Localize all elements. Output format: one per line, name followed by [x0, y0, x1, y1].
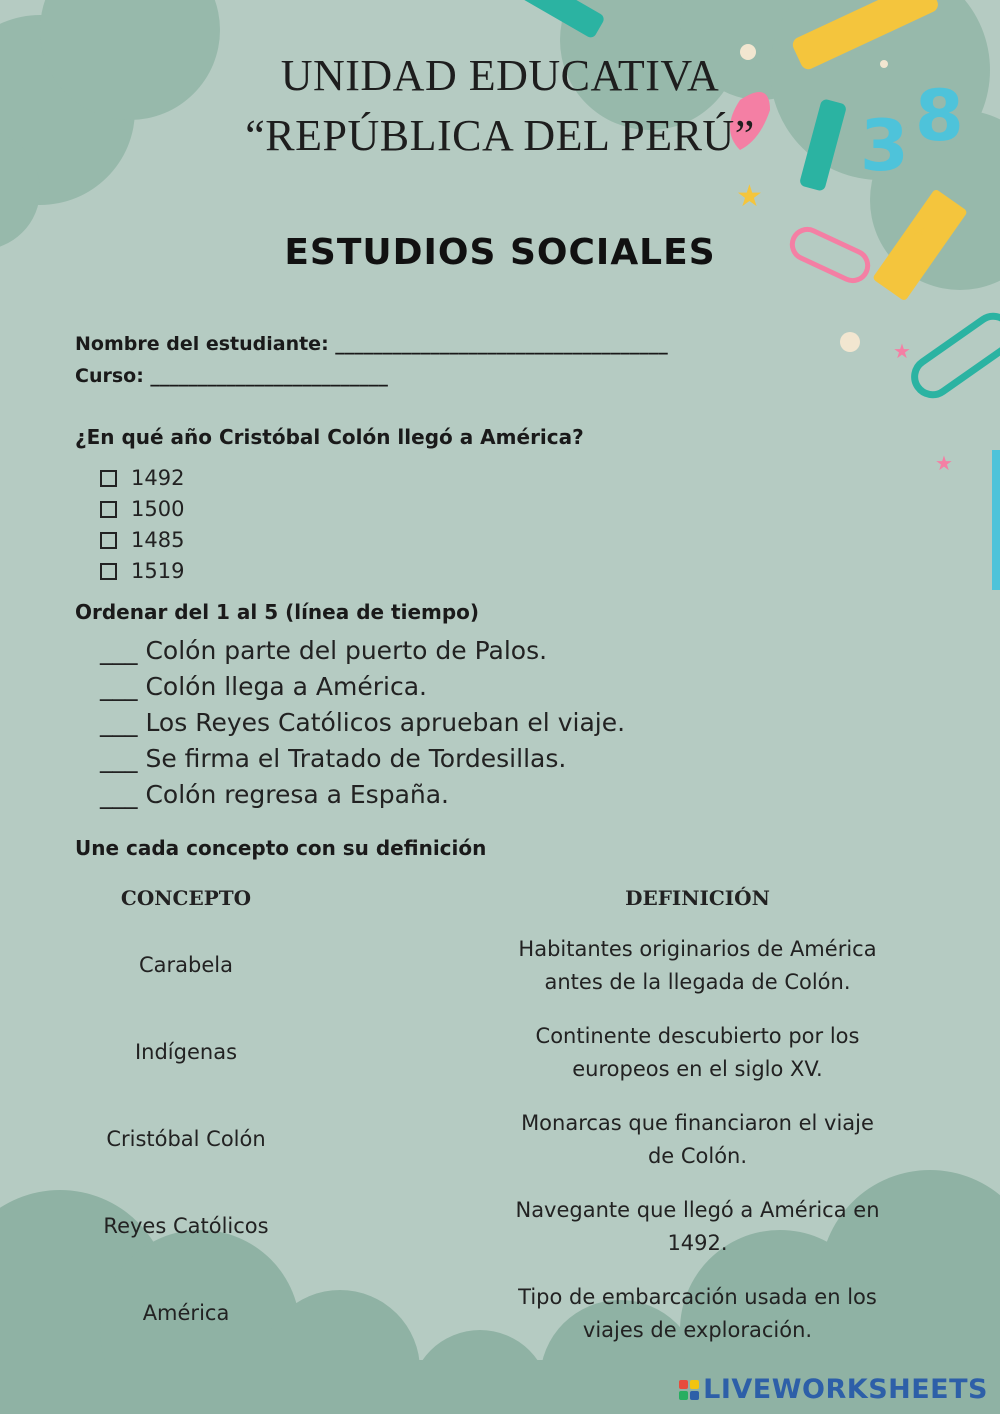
checkbox[interactable] [100, 501, 117, 518]
definition-line: europeos en el siglo XV. [572, 1057, 823, 1081]
checkbox[interactable] [100, 470, 117, 487]
option-label: 1500 [131, 497, 185, 521]
question1-option[interactable] [100, 558, 184, 584]
liveworksheets-logo[interactable] [679, 1374, 988, 1405]
checkbox[interactable] [100, 532, 117, 549]
liveworksheets-logo-icon [679, 1380, 699, 1400]
concept-item[interactable]: Indígenas [134, 1040, 238, 1064]
school-name-line1: UNIDAD EDUCATIVA [280, 51, 720, 100]
question1-option[interactable] [100, 465, 184, 491]
option-label: 1492 [131, 466, 185, 490]
definition-column-header: DEFINICIÓN [625, 886, 770, 910]
timeline-item[interactable]: ___ Colón regresa a España. [100, 780, 449, 809]
svg-text:★: ★ [893, 339, 911, 363]
question3-prompt: Une cada concepto con su definición [75, 836, 487, 860]
definition-item[interactable] [480, 1194, 915, 1260]
definition-line: Habitantes originarios de América [518, 937, 877, 961]
question1-prompt: ¿En qué año Cristóbal Colón llegó a América? [75, 425, 584, 449]
concept-item[interactable]: Reyes Católicos [103, 1214, 269, 1238]
option-label: 1485 [131, 528, 185, 552]
definition-line: 1492. [667, 1231, 728, 1255]
brand-name: LIVEWORKSHEETS [703, 1374, 988, 1405]
school-name-line2: “REPÚBLICA DEL PERÚ” [245, 111, 755, 160]
definition-item[interactable] [480, 1107, 915, 1173]
definition-line: Monarcas que financiaron el viaje [521, 1111, 874, 1135]
definition-line: Navegante que llegó a América en [515, 1198, 880, 1222]
concept-item[interactable]: América [142, 1301, 230, 1325]
concept-item[interactable]: Cristóbal Colón [106, 1127, 266, 1151]
definition-line: Continente descubierto por los [535, 1024, 860, 1048]
timeline-item[interactable]: ___ Colón llega a América. [100, 672, 427, 701]
svg-text:★: ★ [736, 179, 763, 214]
definition-line: viajes de exploración. [582, 1318, 813, 1342]
question1-option[interactable] [100, 496, 184, 522]
svg-text:★: ★ [910, 219, 927, 240]
student-name-field[interactable]: Nombre del estudiante: ___________________________________ [75, 333, 668, 355]
definition-line: antes de la llegada de Colón. [544, 970, 851, 994]
definition-item[interactable] [480, 1020, 915, 1086]
option-label: 1519 [131, 559, 185, 583]
definition-item[interactable] [480, 933, 915, 999]
timeline-item[interactable]: ___ Los Reyes Católicos aprueban el viaje. [100, 708, 626, 737]
checkbox[interactable] [100, 563, 117, 580]
svg-text:3: 3 [860, 105, 909, 187]
definition-line: de Colón. [647, 1144, 748, 1168]
course-field[interactable]: Curso: _________________________ [75, 365, 388, 387]
question2-prompt: Ordenar del 1 al 5 (línea de tiempo) [75, 600, 480, 624]
subject-title: ESTUDIOS SOCIALES [284, 232, 716, 273]
svg-text:8: 8 [915, 75, 964, 157]
definition-line: Tipo de embarcación usada en los [518, 1285, 877, 1309]
concept-column-header: CONCEPTO [120, 886, 252, 910]
timeline-item[interactable]: ___ Se firma el Tratado de Tordesillas. [100, 744, 567, 773]
question1-option[interactable] [100, 527, 184, 553]
concept-item[interactable]: Carabela [139, 953, 233, 977]
definition-item[interactable] [480, 1281, 915, 1347]
timeline-item[interactable]: ___ Colón parte del puerto de Palos. [100, 636, 548, 665]
svg-text:★: ★ [935, 451, 953, 475]
